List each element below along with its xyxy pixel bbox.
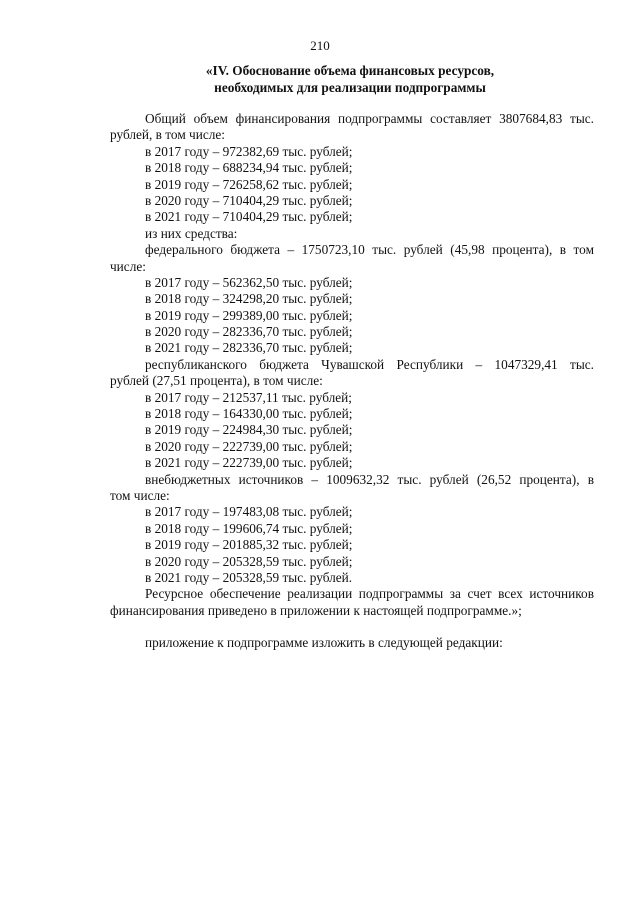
- republic-paragraph-line-1: республиканского бюджета Чувашской Республики – 1047329,41 тыс.: [145, 356, 594, 372]
- extra-year-2020: в 2020 году – 205328,59 тыс. рублей;: [145, 553, 353, 569]
- paragraph-gap: [110, 619, 594, 635]
- federal-year-2018: в 2018 году – 324298,20 тыс. рублей;: [145, 291, 353, 307]
- of-which-line: из них средства:: [145, 225, 238, 241]
- extra-paragraph-line-1: внебюджетных источников – 1009632,32 тыс. рублей (26,52 процента), в: [145, 471, 594, 487]
- total-year-2019: в 2019 году – 726258,62 тыс. рублей;: [145, 176, 353, 192]
- section-heading: [100, 62, 600, 96]
- heading-line-1: «IV. Обоснование объема финансовых ресурсов,: [205, 63, 495, 78]
- appendix-note: приложение к подпрограмме изложить в следующей редакции:: [145, 635, 503, 651]
- total-paragraph-line-1: Общий объем финансирования подпрограммы составляет 3807684,83 тыс.: [145, 111, 594, 126]
- extra-year-2017: в 2017 году – 197483,08 тыс. рублей;: [145, 504, 353, 520]
- republic-year-2021: в 2021 году – 222739,00 тыс. рублей;: [145, 455, 353, 471]
- page-number: 210: [310, 38, 330, 53]
- resource-paragraph-line-2: финансирования приведено в приложении к настоящей подпрограмме.»;: [110, 602, 522, 618]
- federal-paragraph-line-2: числе:: [110, 258, 146, 274]
- republic-year-2019: в 2019 году – 224984,30 тыс. рублей;: [145, 422, 353, 438]
- federal-year-2017: в 2017 году – 562362,50 тыс. рублей;: [145, 274, 353, 290]
- extra-paragraph-line-2: том числе:: [110, 487, 170, 503]
- federal-year-2021: в 2021 году – 282336,70 тыс. рублей;: [145, 340, 353, 356]
- heading-line-2: необходимых для реализации подпрограммы: [214, 80, 486, 95]
- extra-year-2019: в 2019 году – 201885,32 тыс. рублей;: [145, 537, 353, 553]
- resource-paragraph-line-1: Ресурсное обеспечение реализации подпрограммы за счет всех источников: [145, 586, 594, 602]
- total-year-2020: в 2020 году – 710404,29 тыс. рублей;: [145, 192, 353, 208]
- extra-year-2021: в 2021 году – 205328,59 тыс. рублей.: [145, 569, 353, 585]
- total-year-2021: в 2021 году – 710404,29 тыс. рублей;: [145, 209, 353, 225]
- federal-year-2020: в 2020 году – 282336,70 тыс. рублей;: [145, 324, 353, 340]
- extra-year-2018: в 2018 году – 199606,74 тыс. рублей;: [145, 520, 353, 536]
- federal-paragraph-line-1: федерального бюджета – 1750723,10 тыс. рублей (45,98 процента), в том: [145, 242, 594, 258]
- federal-year-2019: в 2019 году – 299389,00 тыс. рублей;: [145, 307, 353, 323]
- document-body: [110, 111, 594, 652]
- republic-year-2020: в 2020 году – 222739,00 тыс. рублей;: [145, 438, 353, 454]
- republic-paragraph-line-2: рублей (27,51 процента), в том числе:: [110, 373, 323, 389]
- total-year-2017: в 2017 году – 972382,69 тыс. рублей;: [145, 143, 353, 159]
- total-paragraph-line-2: рублей, в том числе:: [110, 127, 225, 143]
- republic-year-2017: в 2017 году – 212537,11 тыс. рублей;: [145, 389, 352, 405]
- republic-year-2018: в 2018 году – 164330,00 тыс. рублей;: [145, 406, 353, 422]
- total-year-2018: в 2018 году – 688234,94 тыс. рублей;: [145, 160, 353, 176]
